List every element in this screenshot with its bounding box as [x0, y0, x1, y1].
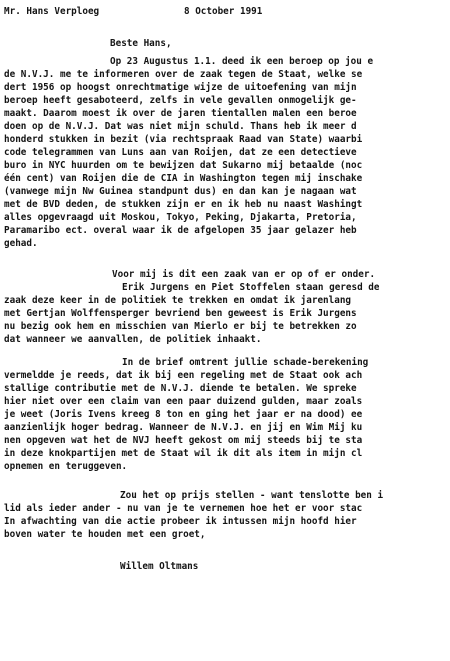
text-line: buro in NYC huurden om te bewijzen dat Sukarno mij betaalde (noc — [4, 160, 363, 171]
text-line: In afwachting van die actie probeer ik intussen mijn hoofd hier — [4, 516, 357, 527]
text-line: opnemen en teruggeven. — [4, 461, 128, 472]
text-line: met de BVD deden, de stukken zijn er en ik heb nu naast Washingt — [4, 199, 363, 210]
text-line: Zou het op prijs stellen - want tenslotte ben i — [120, 490, 384, 501]
text-line: beroep heeft gesaboteerd, zelfs in vele gevallen onmogelijk ge- — [4, 95, 357, 106]
text-line: hier niet over een claim van een paar duizend gulden, maar zoals — [4, 396, 363, 407]
text-line: met Gertjan Wolffensperger bevriend ben geweest is Erik Jurgens — [4, 308, 357, 319]
text-line: stallige contributie met de N.V.J. diende te betalen. We spreke — [4, 383, 357, 394]
text-line: één cent) van Roijen die de CIA in Washington tegen mij inschake — [4, 173, 363, 184]
text-line: Paramaribo ect. overal waar ik de afgelopen 35 jaar gelazer heb — [4, 225, 357, 236]
text-line: dert 1956 op hoogst onrechtmatige wijze de uitoefening van mijn — [4, 82, 357, 93]
text-line: code telegrammen van Luns aan van Roijen, dat ze een detectieve — [4, 147, 357, 158]
text-line: Op 23 Augustus 1.1. deed ik een beroep op jou e — [110, 56, 374, 67]
text-line: dat wanneer we aanvallen, de politiek inhaakt. — [4, 334, 262, 345]
text-line: In de brief omtrent jullie schade-berekening — [122, 357, 369, 368]
salutation: Beste Hans, — [110, 38, 172, 49]
text-line: aanzienlijk hoger bedrag. Wanneer de N.V.J. en jij en Wim Mij ku — [4, 422, 363, 433]
text-line: Erik Jurgens en Piet Stoffelen staan geresd de — [122, 282, 380, 293]
signature-name: Willem Oltmans — [120, 561, 199, 572]
text-line: gehad. — [4, 238, 38, 249]
text-line: in deze knokpartijen met de Staat wil ik dit als item in mijn cl — [4, 448, 363, 459]
text-line: vermeldde je reeds, dat ik bij een regeling met de Staat ook ach — [4, 370, 363, 381]
text-line: nu bezig ook hem en misschien van Mierlo er bij te betrekken zo — [4, 321, 357, 332]
text-line: alles opgevraagd uit Moskou, Tokyo, Peking, Djakarta, Pretoria, — [4, 212, 357, 223]
text-line: je weet (Joris Ivens kreeg 8 ton en ging het jaar er na dood) ee — [4, 409, 363, 420]
text-line: honderd stukken in bezit (via rechtspraak Raad van State) waarbi — [4, 134, 363, 145]
text-line: zaak deze keer in de politiek te trekken en omdat ik jarenlang — [4, 295, 352, 306]
text-line: maakt. Daarom moest ik over de jaren tientallen malen een beroe — [4, 108, 357, 119]
text-line: doen op de N.V.J. Dat was niet mijn schuld. Thans heb ik meer d — [4, 121, 357, 132]
text-line: (vanwege mijn Nw Guinea standpunt dus) en dan kan je nagaan wat — [4, 186, 357, 197]
addressee-line: Mr. Hans Verploeg — [4, 6, 100, 17]
letter-date: 8 October 1991 — [184, 6, 263, 17]
text-line: Voor mij is dit een zaak van er op of er onder. — [112, 269, 376, 280]
text-line: lid als ieder ander - nu van je te vernemen hoe het er voor stac — [4, 503, 363, 514]
text-line: boven water te houden met een groet, — [4, 529, 206, 540]
text-line: nen opgeven wat het de NVJ heeft gekost om mij steeds bij te sta — [4, 435, 363, 446]
text-line: de N.V.J. me te informeren over de zaak tegen de Staat, welke se — [4, 69, 363, 80]
